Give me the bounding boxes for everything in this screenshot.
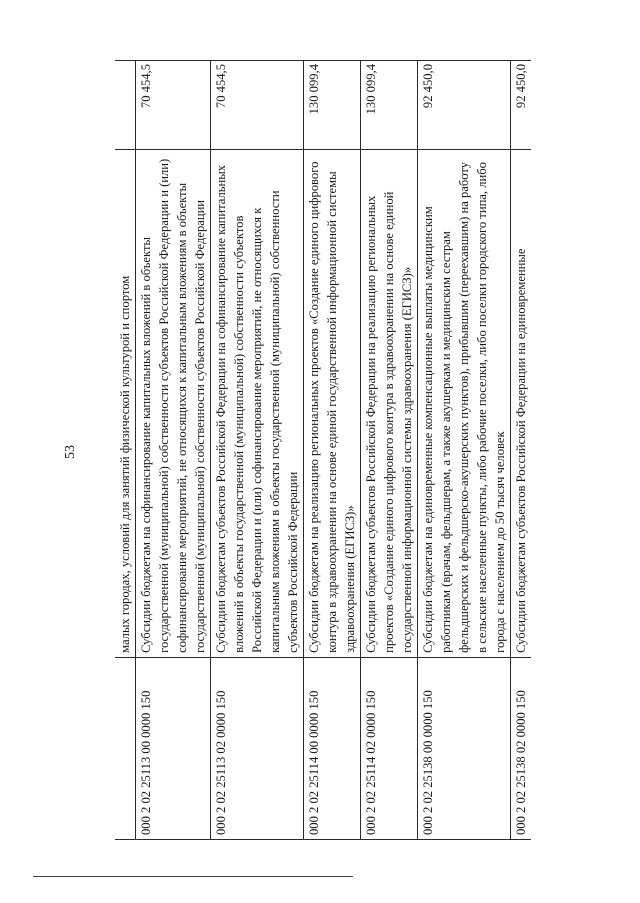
code-cell: 000 2 02 25138 02 0000 150 bbox=[511, 657, 532, 839]
budget-table bbox=[115, 60, 531, 840]
code-cell: 000 2 02 25138 00 0000 150 bbox=[418, 657, 511, 839]
code-cell: 000 2 02 25114 02 0000 150 bbox=[361, 657, 418, 839]
table-row bbox=[304, 61, 361, 840]
name-cell: малых городах, условий для занятий физической культурой и спортом bbox=[115, 150, 136, 658]
footer-divider bbox=[33, 876, 353, 877]
code-cell: 000 2 02 25114 00 0000 150 bbox=[304, 657, 361, 839]
amount-cell: 130 099,4 bbox=[361, 61, 418, 150]
rotated-table-container bbox=[115, 60, 590, 840]
amount-cell: 70 454,5 bbox=[136, 61, 211, 150]
table-row bbox=[136, 61, 211, 840]
name-cell: Субсидии бюджетам субъектов Российской Федерации на софинансирование капитальных вложений в объекты государственной (муниципальной) собственности субъектов Российской Федерации и (или) софинансирование мероприятий, не относящихся к капитальным вложениям в объекты государственной (муниципальной) собственности субъектов Российской Федерации bbox=[211, 150, 304, 658]
code-cell: 000 2 02 25113 02 0000 150 bbox=[211, 657, 304, 839]
amount-cell: 92 450,0 bbox=[418, 61, 511, 150]
name-cell: Субсидии бюджетам на реализацию региональных проектов «Создание единого цифрового контура в здравоохранении на основе единой государственной информационной системы здравоохранения (ЕГИСЗ)» bbox=[304, 150, 361, 658]
amount-cell: 130 099,4 bbox=[304, 61, 361, 150]
code-cell: 000 2 02 25113 00 0000 150 bbox=[136, 657, 211, 839]
name-cell: Субсидии бюджетам субъектов Российской Федерации на реализацию региональных проектов «Создание единого цифрового контура в здравоохранении на основе единой государственной информационной системы здравоохранения (ЕГИСЗ)» bbox=[361, 150, 418, 658]
table-row bbox=[115, 61, 136, 840]
name-cell: Субсидии бюджетам на софинансирование капитальных вложений в объекты государственной (муниципальной) собственности субъектов Российской Федерации и (или) софинансирование мероприятий, не относящихся к капитальным вложениям в объекты государственной (муниципальной) собственности субъектов Российской Федерации bbox=[136, 150, 211, 658]
name-cell: Субсидии бюджетам на единовременные компенсационные выплаты медицинским работникам (врачам, фельдшерам, а также акушеркам и медицинским сестрам фельдшерских и фельдшерско-акушерских пунктов), прибывшим (переехавшим) на работу в сельские населенные пункты, либо рабочие поселки, либо поселки городского типа, либо города с населением до 50 тысяч человек bbox=[418, 150, 511, 658]
page-number: 53 bbox=[63, 445, 78, 459]
code-cell bbox=[115, 657, 136, 839]
amount-cell bbox=[115, 61, 136, 150]
table-row bbox=[511, 61, 532, 840]
amount-cell: 92 450,0 bbox=[511, 61, 532, 150]
name-cell: Субсидии бюджетам субъектов Российской Федерации на единовременные bbox=[511, 150, 532, 658]
table-row bbox=[211, 61, 304, 840]
table-row bbox=[361, 61, 418, 840]
table-row bbox=[418, 61, 511, 840]
amount-cell: 70 454,5 bbox=[211, 61, 304, 150]
